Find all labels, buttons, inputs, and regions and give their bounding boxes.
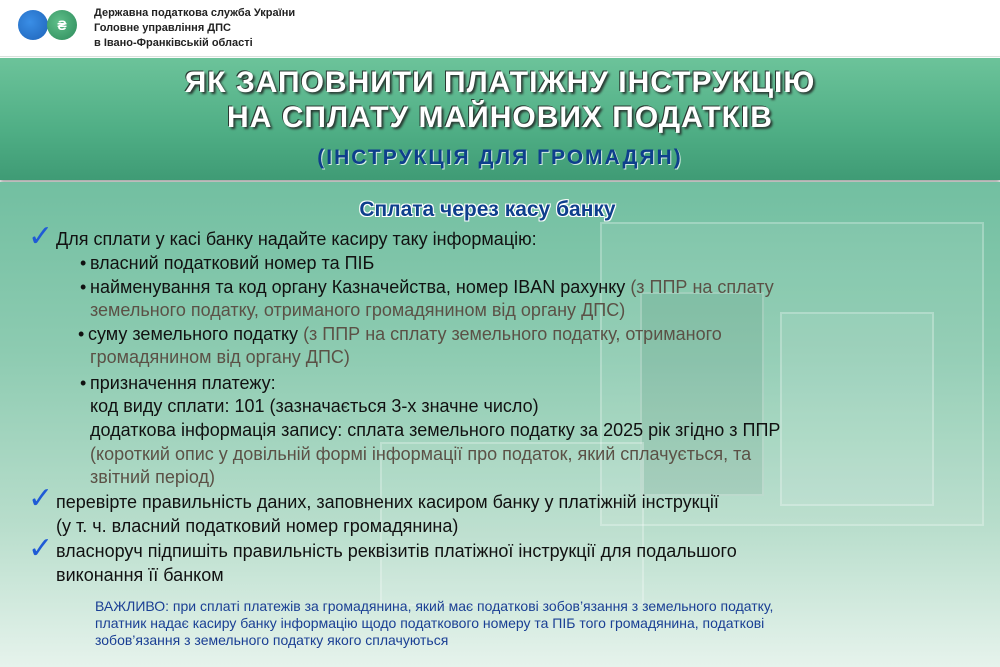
page-title-line-2: НА СПЛАТУ МАЙНОВИХ ПОДАТКІВ	[227, 101, 773, 134]
list-item-tax-amount	[88, 323, 722, 345]
additional-info-line: додаткова інформація запису: сплата земельного податку за 2025 рік згідно з ППР	[90, 420, 781, 440]
list-item-tax-number: власний податковий номер та ПІБ	[90, 253, 375, 273]
background-decoration	[780, 312, 934, 506]
list-item-treasury	[90, 276, 774, 298]
sign-text-cont: виконання її банком	[56, 565, 224, 585]
additional-info-note: (короткий опис у довільній формі інформації про податок, який сплачується, та	[90, 444, 752, 464]
important-note-line-2: платник надає касиру банку інформацію щодо податкового номеру та ПІБ того громадянина, податкові	[95, 615, 765, 631]
intro-text: Для сплати у касі банку надайте касиру таку інформацію:	[56, 229, 537, 249]
page-title-line-1: ЯК ЗАПОВНИТИ ПЛАТІЖНУ ІНСТРУКЦІЮ	[184, 66, 816, 99]
organization-name	[94, 6, 295, 51]
list-item-tax-amount-note-cont: громадянином від органу ДПС)	[90, 347, 350, 367]
dps-logo-icon	[18, 10, 48, 40]
checkmark-icon: ✓	[28, 532, 54, 565]
important-note-line-1: ВАЖЛИВО: при сплаті платежів за громадянина, який має податкові зобов’язання з земельного податку,	[95, 598, 774, 614]
checkmark-icon: ✓	[28, 482, 54, 515]
bullet-icon: •	[80, 277, 87, 297]
page-subtitle: (ІНСТРУКЦІЯ ДЛЯ ГРОМАДЯН)	[317, 146, 683, 169]
sign-text: власноруч підпишіть правильність реквізитів платіжної інструкції для подальшого	[56, 541, 737, 561]
section-title: Сплата через касу банку	[359, 198, 616, 221]
list-item-tax-amount-note: (з ППР на сплату земельного податку, отриманого	[303, 324, 722, 344]
list-item-tax-amount-main: суму земельного податку	[88, 324, 299, 344]
trident-logo-icon: ₴	[47, 10, 77, 40]
org-line-3: в Івано-Франківській області	[94, 37, 253, 49]
verify-data-text: перевірте правильність даних, заповнених касиром банку у платіжній інструкції	[56, 492, 719, 512]
list-item-treasury-note: (з ППР на сплату	[630, 277, 774, 297]
bullet-icon: •	[80, 373, 87, 393]
checkmark-icon: ✓	[28, 220, 54, 253]
payment-code-line: код виду сплати: 101 (зазначається 3-х значне число)	[90, 396, 539, 416]
verify-data-text-cont: (у т. ч. власний податковий номер громадянина)	[56, 516, 459, 536]
list-item-treasury-main: найменування та код органу Казначейства, номер IBAN рахунку	[90, 277, 626, 297]
org-line-2: Головне управління ДПС	[94, 22, 231, 34]
list-item-purpose: призначення платежу:	[90, 373, 276, 393]
important-note-line-3: зобов’язання з земельного податку якого сплачуються	[95, 632, 449, 648]
additional-info-note-cont: звітний період)	[90, 467, 215, 487]
title-banner	[0, 58, 1000, 180]
bullet-icon: •	[80, 253, 87, 273]
org-line-1: Державна податкова служба України	[94, 7, 296, 19]
list-item-treasury-note-cont: земельного податку, отриманого громадянином від органу ДПС)	[90, 300, 626, 320]
header	[0, 0, 1000, 57]
bullet-icon: •	[78, 324, 85, 344]
main-content	[0, 182, 1000, 667]
important-note	[95, 598, 975, 649]
